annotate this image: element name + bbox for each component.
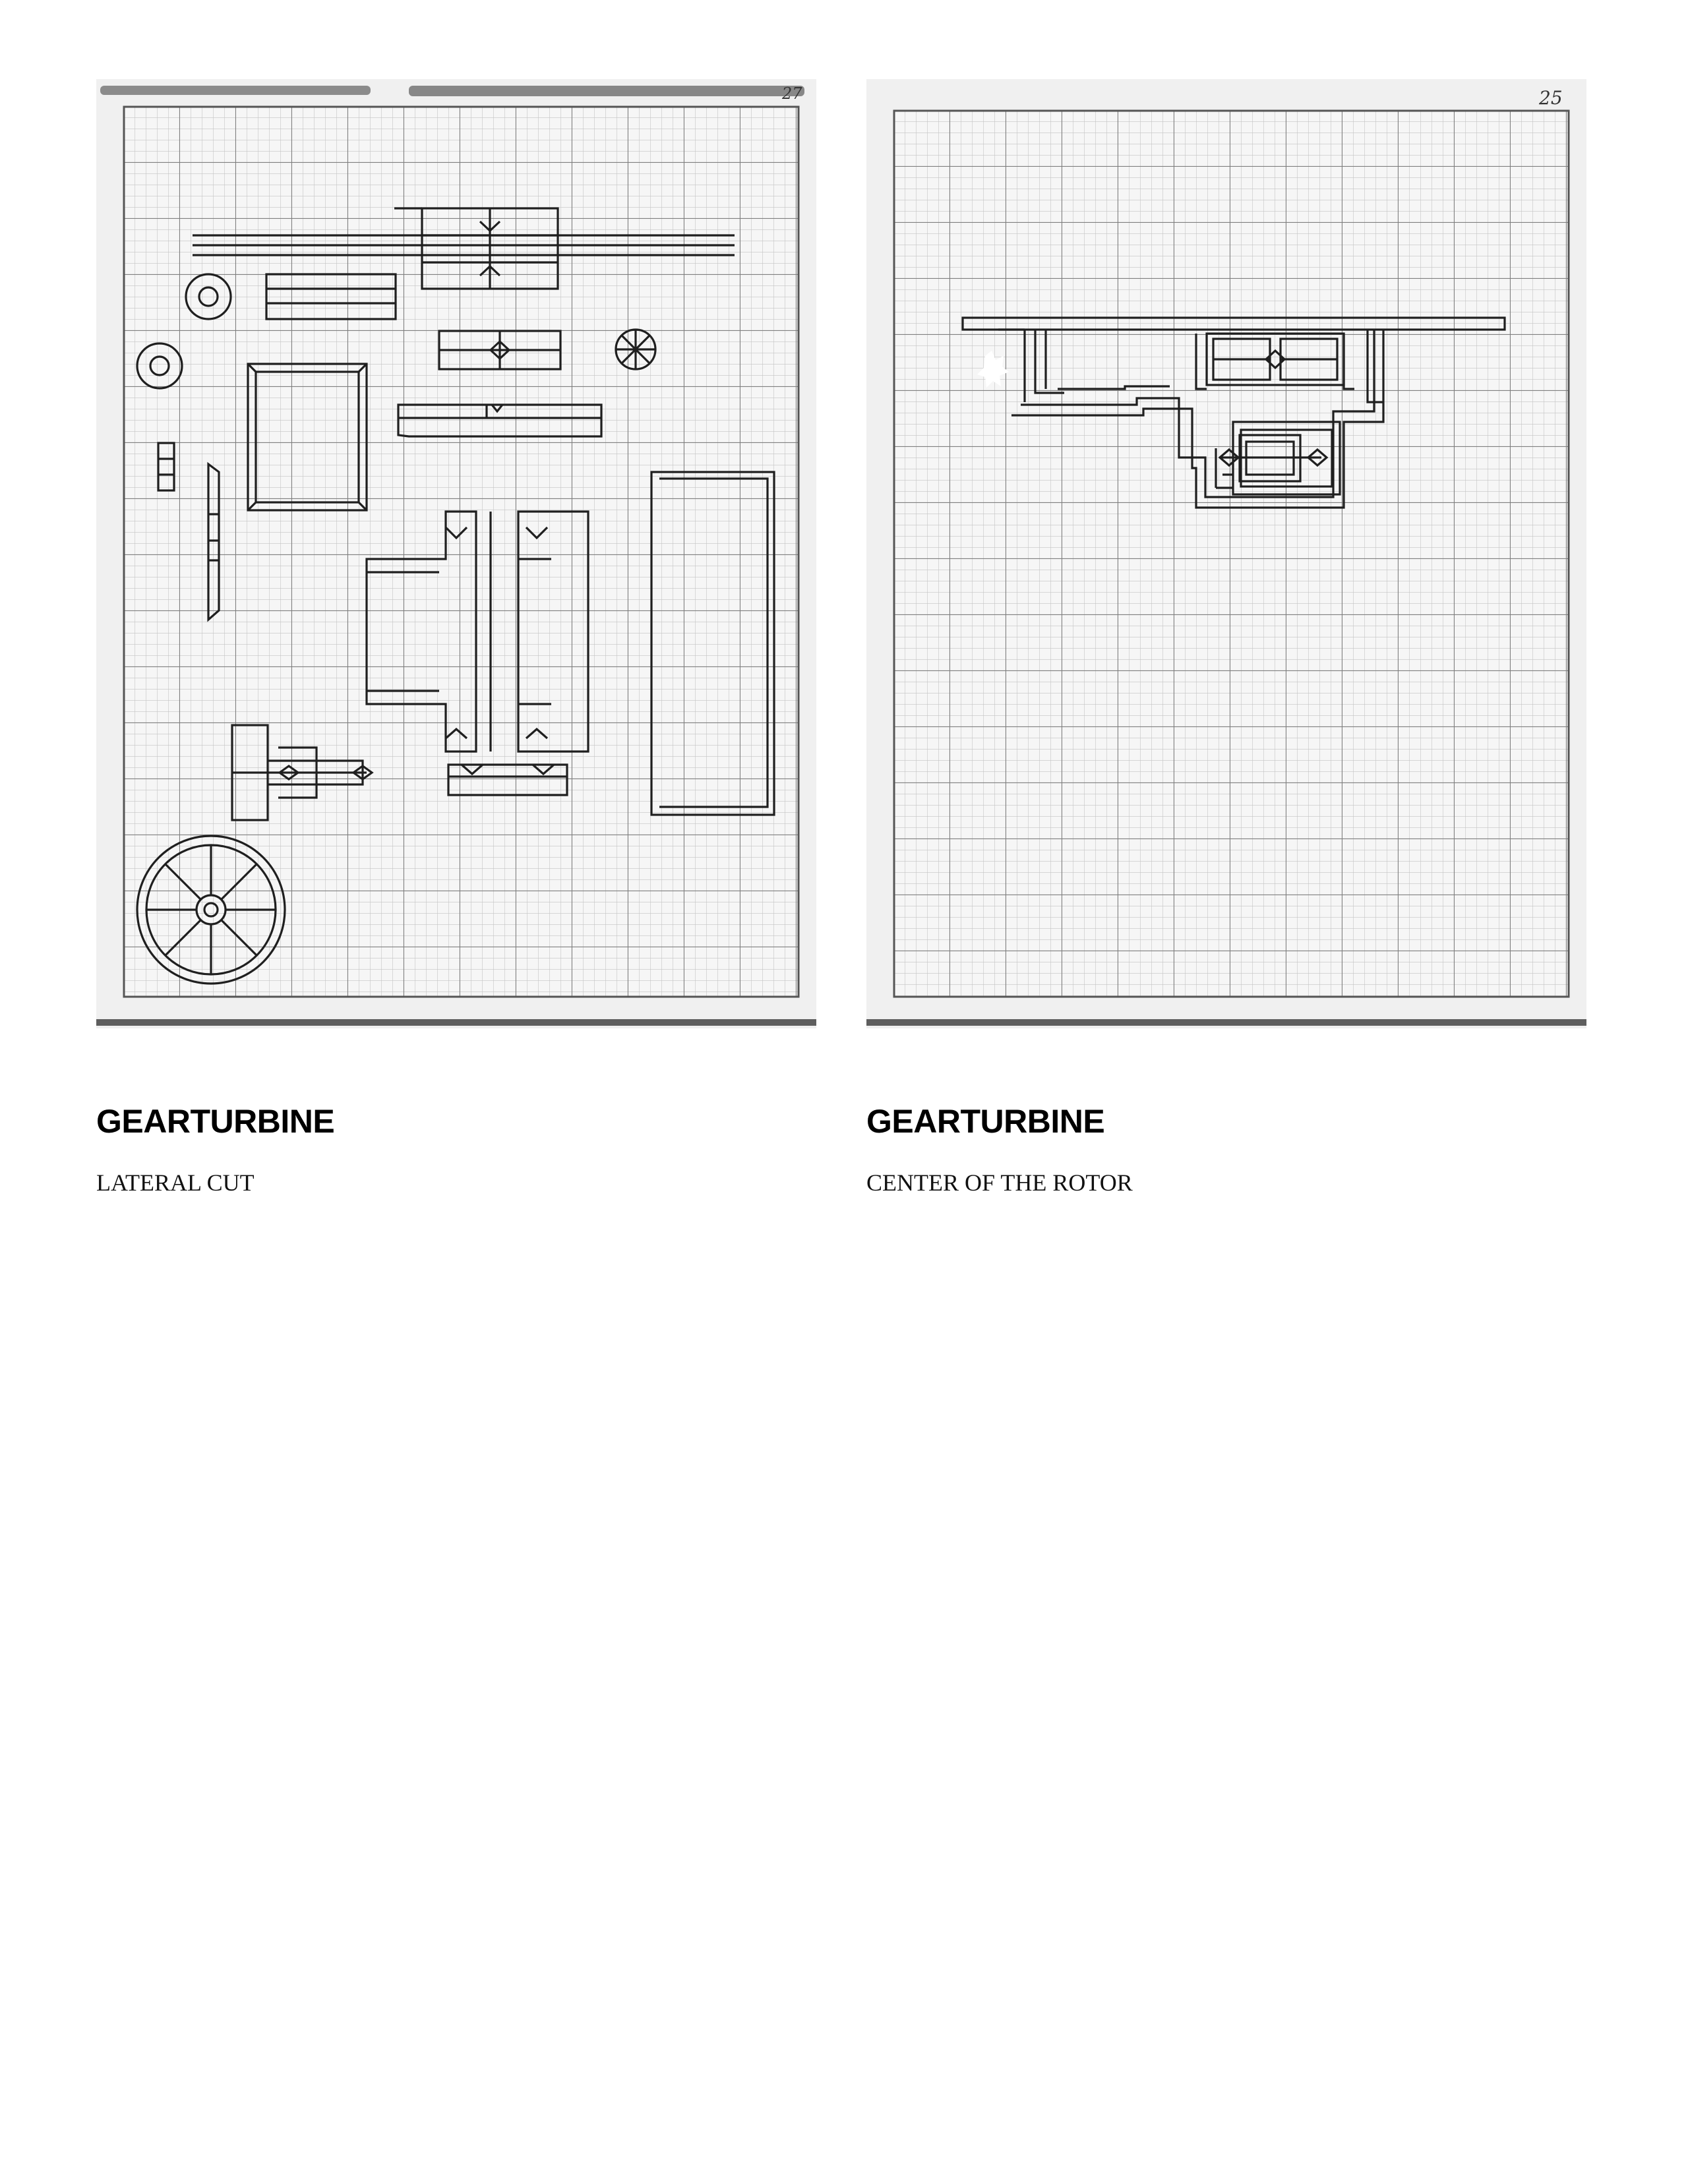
sketch-image-lateral-cut[interactable]: [96, 79, 816, 1028]
sketch-image-center-of-rotor[interactable]: [866, 79, 1586, 1028]
graph-paper-sheet: [866, 79, 1586, 1028]
page-number: 25: [1539, 87, 1563, 109]
card-title[interactable]: GEARTURBINE: [96, 1103, 335, 1140]
graph-paper-sheet: [96, 79, 816, 1028]
page-number: 27: [782, 84, 802, 103]
card-title[interactable]: GEARTURBINE: [866, 1103, 1105, 1140]
card-subtitle: CENTER OF THE ROTOR: [866, 1169, 1133, 1196]
card-subtitle: LATERAL CUT: [96, 1169, 255, 1196]
